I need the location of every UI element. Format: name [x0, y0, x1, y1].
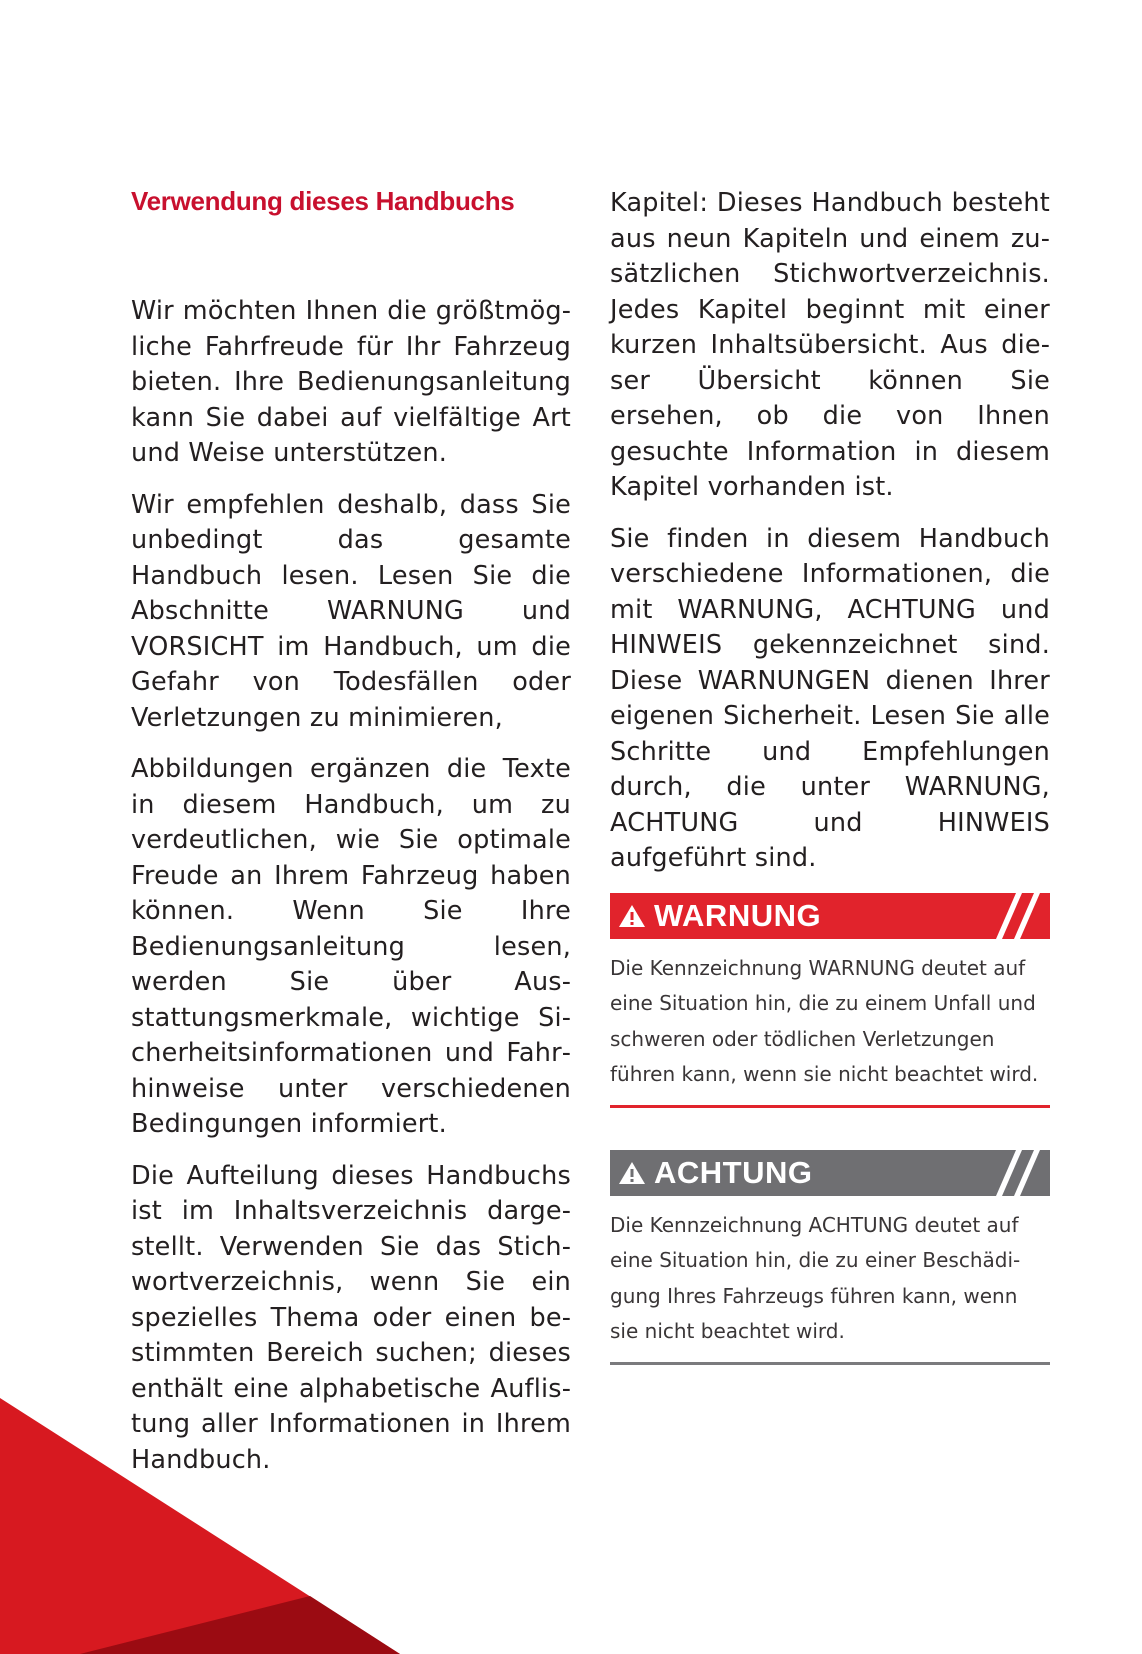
caution-text: Die Kennzeichnung ACHTUNG deutet auf eine Situation hin, die zu einer Beschädigung Ihres Fahrzeugs führen kann, wenn sie nicht beachtet wird. [610, 1212, 1021, 1343]
warning-text: Die Kennzeichnung WARNUNG deutet auf eine Situation hin, die zu einem Unfall und schweren oder tödlichen Verletzungen führen kann, wenn sie nicht beachtet wird. [610, 955, 1039, 1086]
warning-notice [610, 893, 1050, 1108]
paragraph: Die Aufteilung dieses Handbuchs ist im Inhaltsverzeichnis dargestellt. Verwenden Sie das Stichwortverzeichnis, wenn Sie ein spezielles Thema oder einen bestimmten Bereich suchen; dieses enthält eine alphabetische Auflistung aller Informationen in Ihrem Handbuch. [131, 1160, 571, 1475]
caution-label: ACHTUNG [654, 1154, 813, 1190]
caution-divider [610, 1362, 1050, 1365]
paragraph: Abbildungen ergänzen die Texte in diesem Handbuch, um zu verdeutlichen, wie Sie optimale Freude an Ihrem Fahrzeug haben können. Wenn Sie Ihre Bedienungsanleitung lesen, werden Sie über Ausstattungsmerkmale, wichtige Sicherheitsinformationen und Fahrhinweise unter verschiedenen Bedingungen informiert. [131, 754, 571, 1139]
warning-label: WARNUNG [654, 897, 822, 933]
left-column [131, 186, 571, 1494]
paragraph: Kapitel: Dieses Handbuch besteht aus neun Kapiteln und einem zusätzlichen Stichwortverzeichnis. Jedes Kapitel beginnt mit einer kurzen Inhaltsübersicht. Aus dieser Übersicht können Sie ersehen, ob die von Ihnen gesuchte Information in diesem Kapitel vorhanden ist. [610, 188, 1050, 502]
caution-notice [610, 1150, 1050, 1365]
paragraph: Wir möchten Ihnen die größtmögliche Fahrfreude für Ihr Fahrzeug bieten. Ihre Bedienungsanleitung kann Sie dabei auf vielfältige Art und Weise unterstützen. [131, 296, 571, 468]
paragraph: Wir empfehlen deshalb, dass Sie unbedingt das gesamte Handbuch lesen. Lesen Sie die Abschnitte WARNUNG und VORSICHT im Handbuch, um die Gefahr von Todesfällen oder Verletzungen zu minimieren, [131, 489, 571, 733]
left-paragraphs [131, 294, 571, 1478]
warning-triangle-icon [618, 903, 646, 929]
section-title: Verwendung dieses Handbuchs [131, 186, 515, 216]
caution-header [610, 1150, 1050, 1196]
paragraph: Sie finden in diesem Handbuch verschiedene Informationen, die mit WARNUNG, ACHTUNG und HINWEIS gekennzeichnet sind. Diese WARNUNGEN dienen Ihrer eigenen Sicherheit. Lesen Sie alle Schritte und Empfehlungen durch, die unter WARNUNG, ACHTUNG und HINWEIS aufgeführt sind. [610, 523, 1050, 873]
warning-header [610, 893, 1050, 939]
stripes-decoration [970, 893, 1050, 939]
stripes-decoration [970, 1150, 1050, 1196]
warning-triangle-icon [618, 1160, 646, 1186]
right-column [610, 186, 1050, 1365]
